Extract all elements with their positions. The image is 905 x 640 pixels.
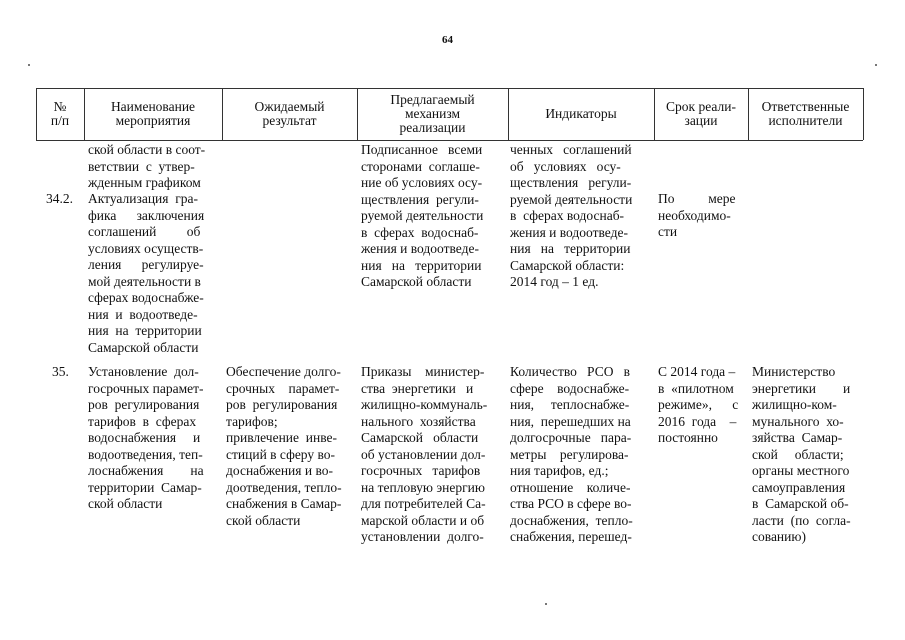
row-34-2-mechanism: ние об условиях осу- ществления регули- руемой деятельности в сферах водоснаб- жения и водоотведе- ния на территории Самарской области <box>361 175 484 289</box>
continuation-mechanism: Подписанное всеми сторонами соглаше- <box>361 142 483 174</box>
row-34-2-name: Актуализация гра- фика заключения соглашений об условиях осуществ- ления регулируе- мой деятельности в сферах водоснабже- ния и водоотведе- ния на территории Самарской области <box>88 191 205 355</box>
row-35-mechanism: Приказы министер- ства энергетики и жилищно-коммуналь- нального хозяйства Самарской области об установлении дол- госрочных тарифов на тепловую энергию для потребителей Са- марской области и об установлении долго- <box>361 364 488 544</box>
row-35-indicators: Количество РСО в сфере водоснабже- ния, теплоснабже- ния, перешедших на долгосрочные пара- метры регулирова- ния тарифов, ед.; отношение количе- ства РСО в сфере во- доснабжения, тепло- снабжения, перешед- <box>510 364 633 544</box>
row-35-number: 35. <box>52 364 69 379</box>
row-34-2-indicators: ществления регули- руемой деятельности в сферах водоснаб- жения и водоотведе- ния на территории Самарской области: 2014 год – 1 ед. <box>510 175 633 289</box>
continuation-indicators: ченных соглашений об условиях осу- <box>510 142 632 174</box>
row-35-name: Установление дол- госрочных парамет- ров регулирования тарифов в сферах водоснабжения и водоотведения, теп- лоснабжения на территории Самар- ской области <box>88 364 204 511</box>
header-activity-name: Наименование мероприятия <box>110 99 196 128</box>
row-34-2-number: 34.2. <box>46 191 73 206</box>
scan-speck <box>545 603 547 605</box>
row-35-responsible: Министерство энергетики и жилищно-ком- мунального хо- зяйства Самар- ской области; органы местного самоуправления в Самарской об- ласти (по согла- сованию) <box>752 364 851 544</box>
row-35-term: С 2014 года – в «пилотном режиме», с 2016 года – постоянно <box>658 364 739 445</box>
page-number: 64 <box>442 34 453 46</box>
continuation-name: ской области в соот- ветствии с утвер- жденным графиком <box>88 142 206 190</box>
header-responsible: Ответственные исполнители <box>761 99 850 128</box>
header-term: Срок реали- зации <box>666 99 736 128</box>
header-mechanism: Предлагаемый механизм реализации <box>390 92 475 135</box>
scan-speck <box>875 64 877 66</box>
header-number: № п/п <box>50 99 70 128</box>
header-indicators: Индикаторы <box>545 106 617 121</box>
header-divider <box>863 88 864 140</box>
header-expected-result: Ожидаемый результат <box>254 99 325 128</box>
header-bottom-border <box>36 140 863 141</box>
scan-speck <box>28 64 30 66</box>
row-35-result: Обеспечение долго- срочных парамет- ров регулирования тарифов; привлечение инве- стиций в сферу во- доснабжения и во- доотведения, тепло- снабжения в Самар- ской области <box>226 364 342 528</box>
row-34-2-term: По мере необходимо- сти <box>658 191 736 239</box>
